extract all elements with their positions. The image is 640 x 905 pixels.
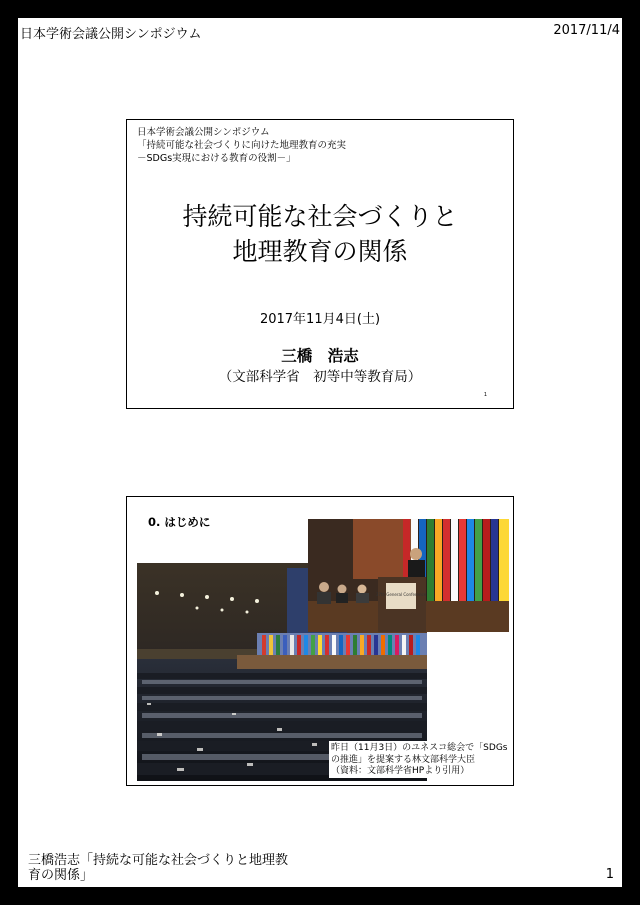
slide-main-title [127, 199, 513, 269]
minister-speech-photo [308, 519, 509, 632]
subtitle-line: 日本学術会議公開シンポジウム [137, 127, 270, 138]
presentation-date: 2017年11月4日(土) [259, 312, 381, 327]
photo-caption [329, 741, 511, 778]
handout-page [18, 18, 622, 887]
slide-subtitle [137, 126, 346, 165]
title-line: 持続可能な社会づくりと [182, 202, 458, 231]
footer-page-number: 1 [605, 867, 614, 882]
title-line: 地理教育の関係 [232, 237, 408, 266]
presenter-name: 三橋 浩志 [281, 347, 359, 365]
subtitle-line: 「持続可能な社会づくりに向けた地理教育の充実 [137, 140, 347, 151]
subtitle-line: －SDGs実現における教育の役割－」 [137, 153, 296, 164]
slide-introduction [126, 496, 514, 786]
slide-number: 1 [483, 392, 487, 398]
presenter-affiliation: （文部科学省 初等中等教育局） [218, 369, 422, 385]
footer-title: 三橋浩志「持続な可能な社会づくりと地理教育の関係」 [28, 853, 289, 883]
caption-line: 昨日（11月3日）のユネスコ総会で「SDGs [331, 743, 508, 753]
header-title: 日本学術会議公開シンポジウム [20, 27, 202, 42]
slide-title [126, 119, 514, 409]
header-date: 2017/11/4 [553, 23, 620, 38]
caption-line: の推進」を提案する林文部科学大臣 [331, 754, 476, 765]
caption-line: （資料：文部科学省HPより引用） [331, 766, 470, 776]
podium-sign: 37th General Conference [375, 592, 427, 597]
slide-heading: 0. はじめに [148, 515, 211, 529]
minister-speech-image [308, 519, 509, 632]
